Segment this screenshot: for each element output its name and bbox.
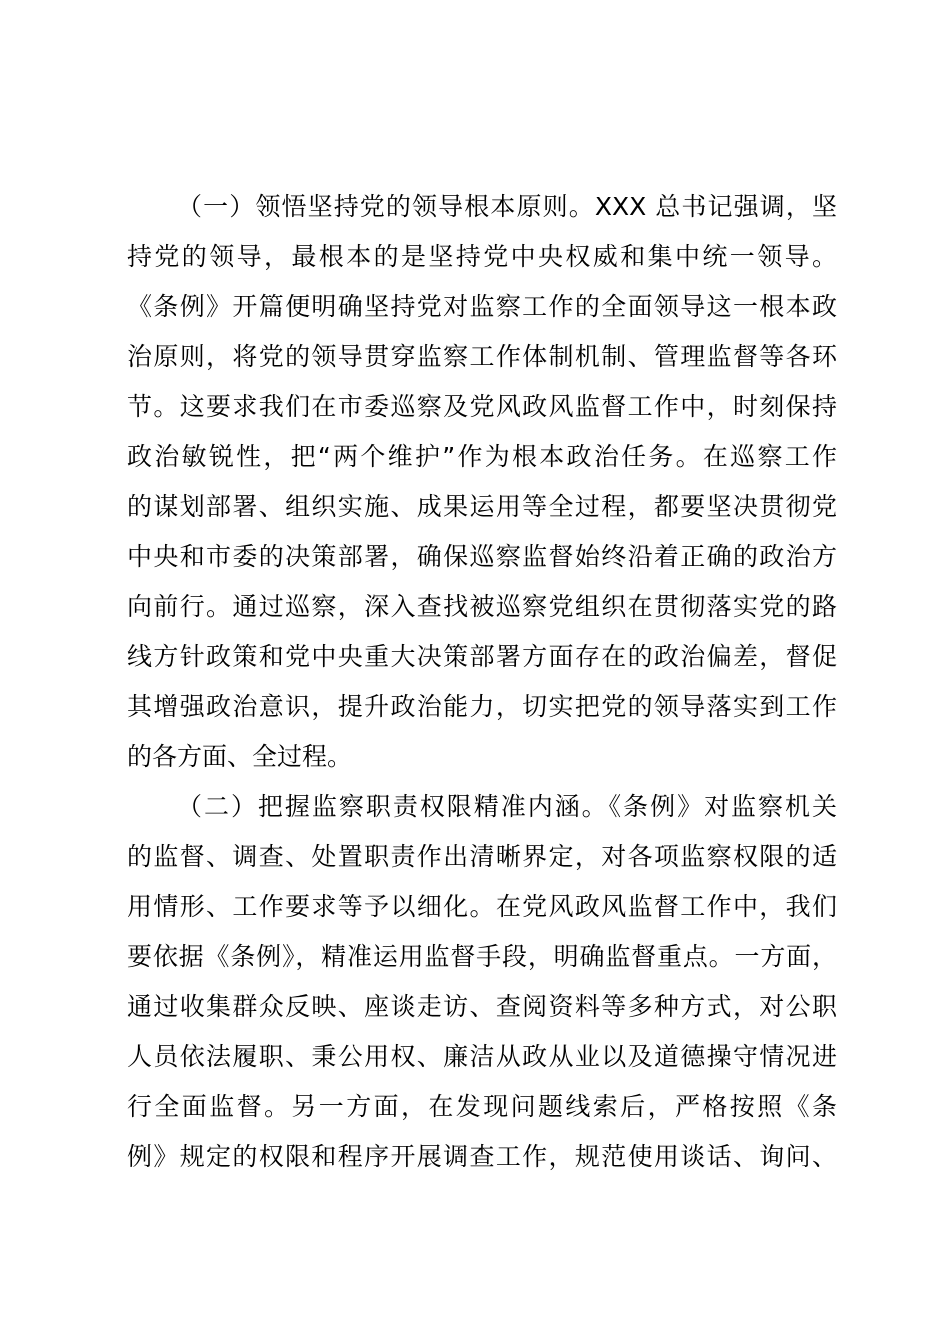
text-line: 行全面监督。另一方面，在发现问题线索后，严格按照《条 — [127, 1092, 837, 1121]
text-line: 《条例》开篇便明确坚持党对监察工作的全面领导这一根本政 — [127, 292, 837, 321]
text-line: 向前行。通过巡察，深入查找被巡察党组织在贯彻落实党的路 — [127, 592, 837, 621]
paragraph-supervision-duties — [127, 782, 837, 1182]
text-line: 治原则，将党的领导贯穿监察工作体制机制、管理监督等各环 — [127, 342, 837, 371]
text-line: 通过收集群众反映、座谈走访、查阅资料等多种方式，对公职 — [127, 992, 837, 1021]
text-line: 其增强政治意识，提升政治能力，切实把党的领导落实到工作 — [127, 692, 837, 721]
text-line: 中央和市委的决策部署，确保巡察监督始终沿着正确的政治方 — [127, 542, 837, 571]
text-line: 用情形、工作要求等予以细化。在党风政风监督工作中，我们 — [127, 892, 837, 921]
text-line: 的谋划部署、组织实施、成果运用等全过程，都要坚决贯彻党 — [127, 492, 837, 521]
document-body — [127, 182, 837, 1182]
text-line: （二）把握监察职责权限精准内涵。《条例》对监察机关 — [177, 792, 837, 821]
text-line: 的各方面、全过程。 — [127, 742, 353, 771]
text-line: 节。这要求我们在市委巡察及党风政风监督工作中，时刻保持 — [127, 392, 837, 421]
text-line: 政治敏锐性，把“两个维护”作为根本政治任务。在巡察工作 — [127, 442, 837, 471]
text-line: 人员依法履职、秉公用权、廉洁从政从业以及道德操守情况进 — [127, 1042, 837, 1071]
text-line: 线方针政策和党中央重大决策部署方面存在的政治偏差，督促 — [127, 642, 837, 671]
text-line: 要依据《条例》，精准运用监督手段，明确监督重点。一方面， — [127, 942, 837, 971]
text-line: 的监督、调查、处置职责作出清晰界定，对各项监察权限的适 — [127, 842, 837, 871]
text-line: （一）领悟坚持党的领导根本原则。XXX 总书记强调，坚 — [177, 192, 837, 221]
text-line: 持党的领导，最根本的是坚持党中央权威和集中统一领导。 — [127, 242, 837, 271]
text-line: 例》规定的权限和程序开展调查工作，规范使用谈话、询问、 — [127, 1142, 837, 1171]
paragraph-leadership-principle — [127, 182, 837, 782]
